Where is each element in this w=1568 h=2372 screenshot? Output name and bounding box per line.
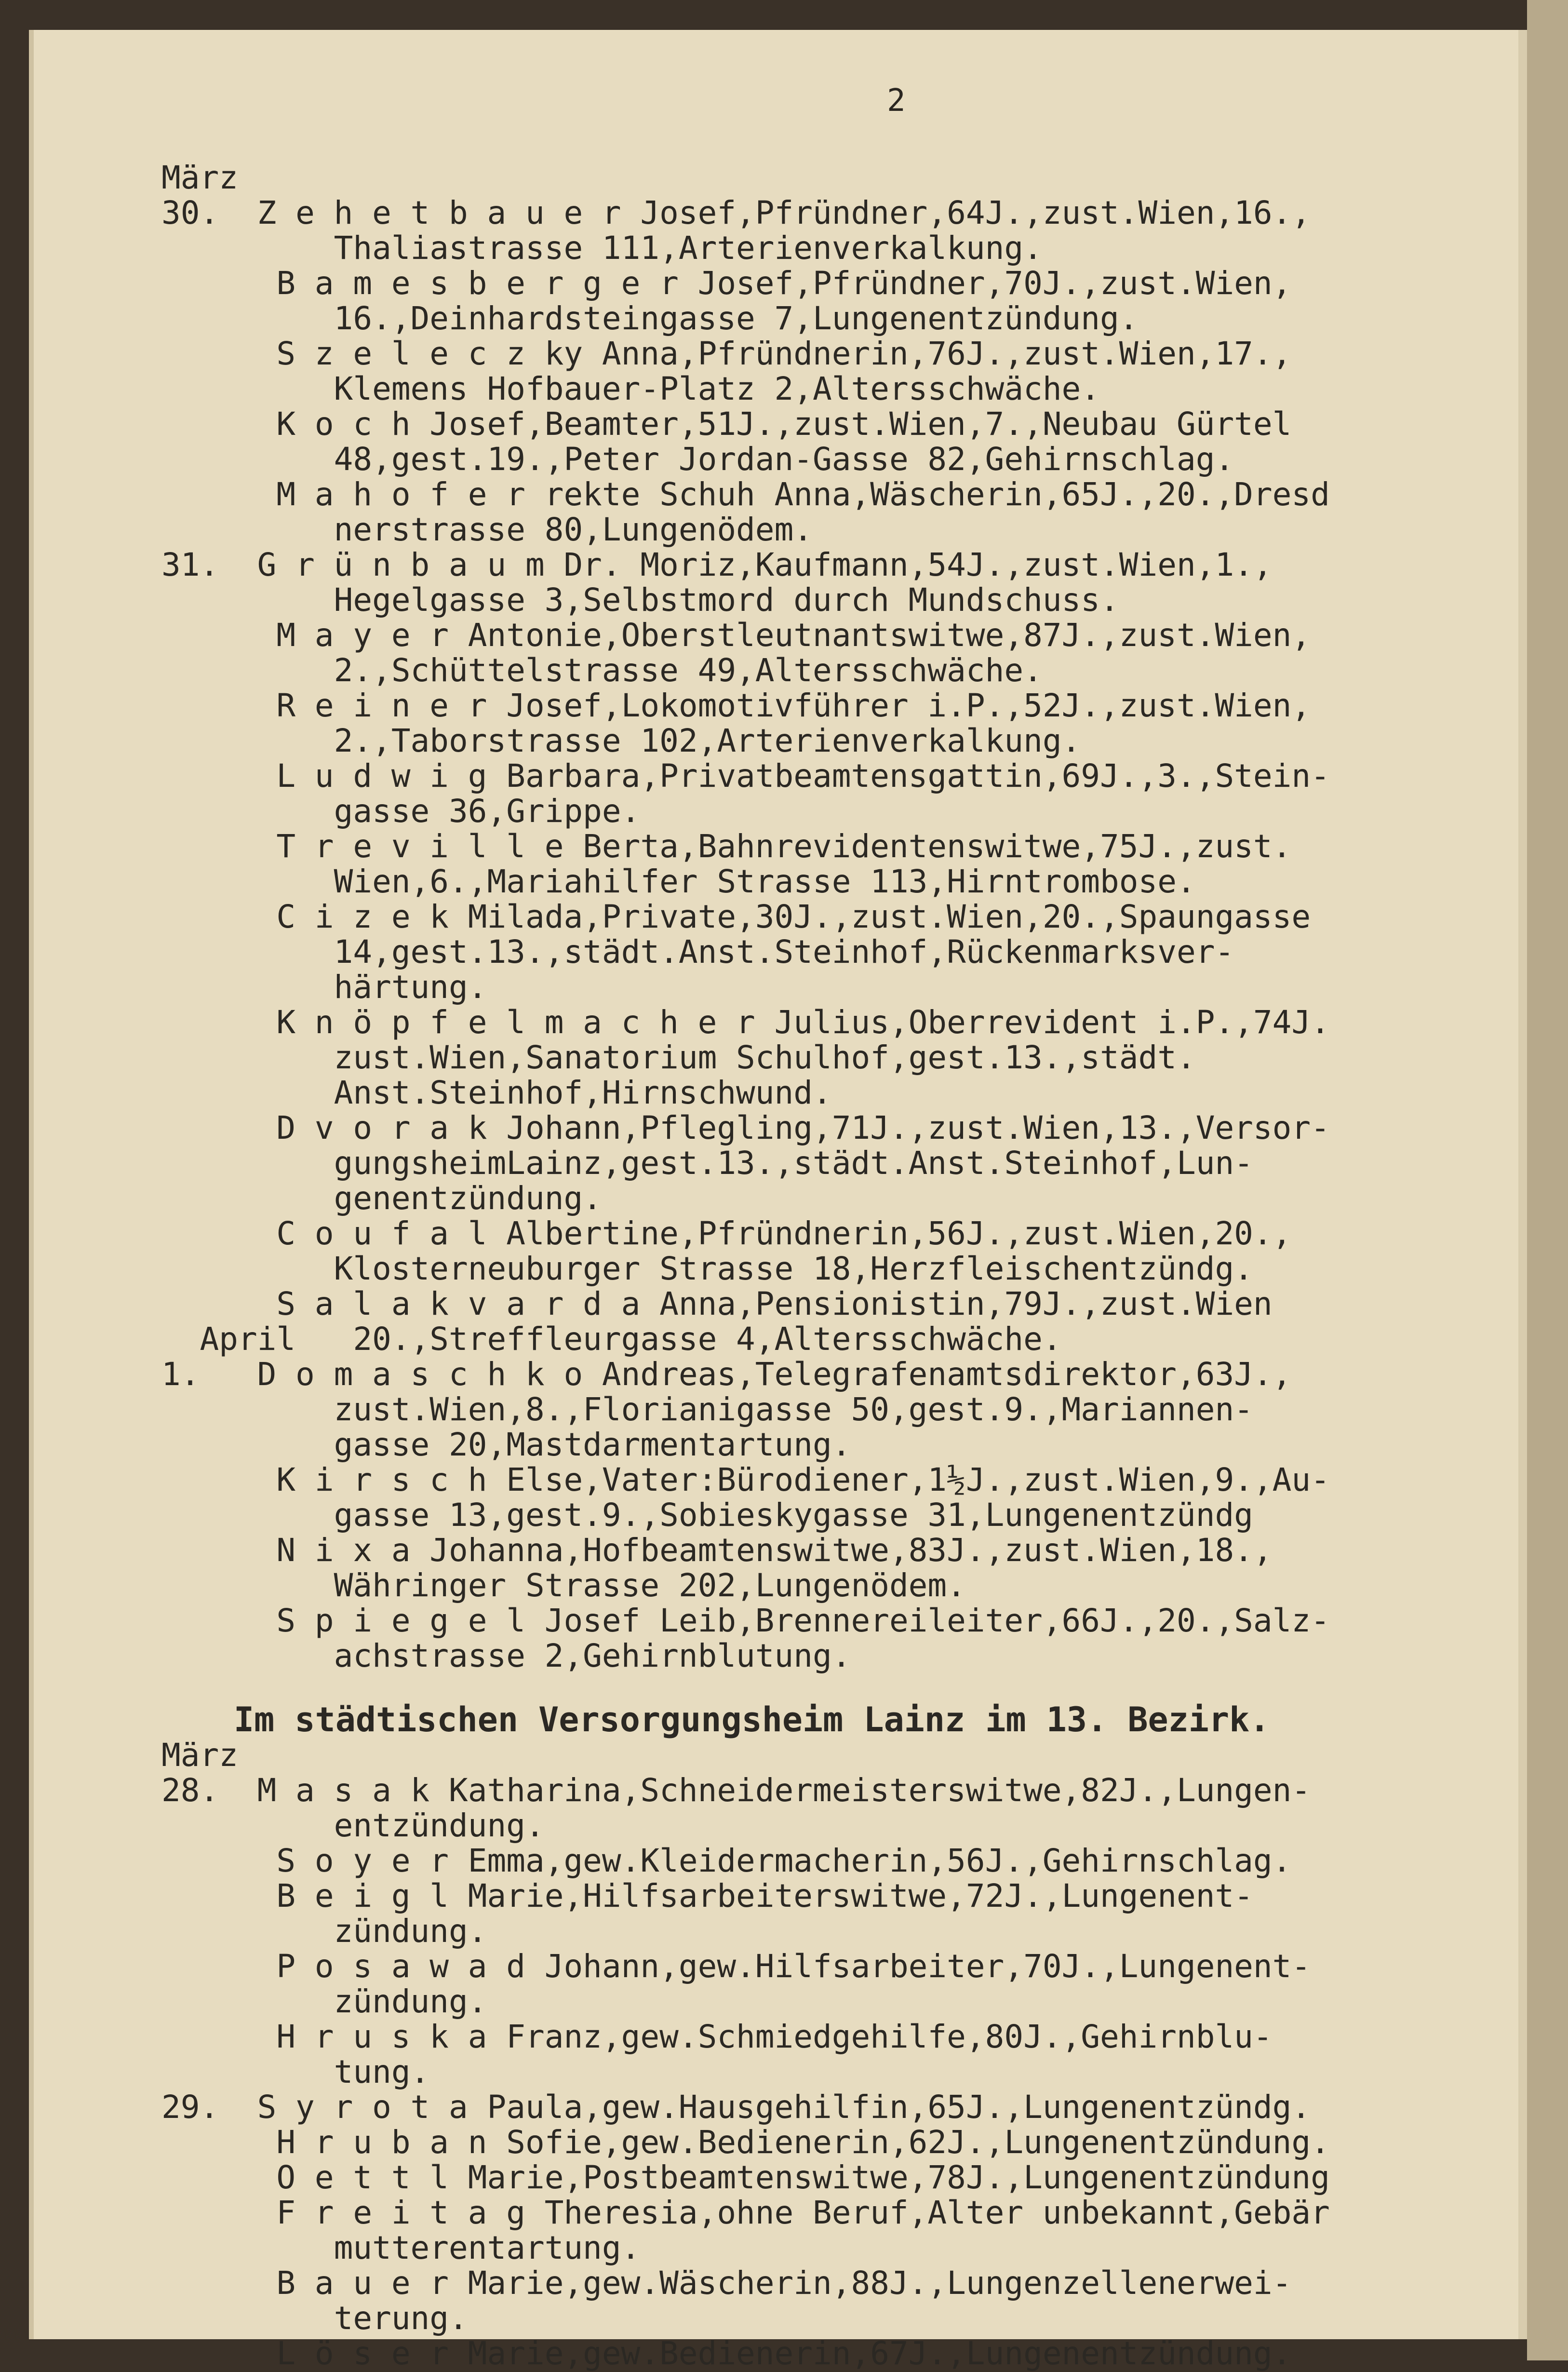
register-line: zust.Wien,Sanatorium Schulhof,gest.13.,städt.: [161, 1039, 1196, 1076]
register-line: R e i n e r Josef,Lokomotivführer i.P.,52J.,zust.Wien,: [161, 687, 1311, 724]
register-line: zündung.: [161, 1983, 487, 2020]
register-line: M a h o f e r rekte Schuh Anna,Wäscherin,65J.,20.,Dresd: [161, 476, 1330, 513]
register-line: S z e l e c z ky Anna,Pfründnerin,76J.,zust.Wien,17.,: [161, 335, 1292, 372]
register-line: H r u s k a Franz,gew.Schmiedgehilfe,80J.,Gehirnblu-: [161, 2018, 1273, 2055]
register-line: Thaliastrasse 111,Arterienverkalkung.: [161, 229, 1043, 267]
register-line: 29. S y r o t a Paula,gew.Hausgehilfin,65J.,Lungenentzündg.: [161, 2089, 1311, 2126]
register-line: B e i g l Marie,Hilfsarbeiterswitwe,72J.,Lungenent-: [161, 1877, 1253, 1914]
register-line: T r e v i l l e Berta,Bahnrevidentenswitwe,75J.,zust.: [161, 828, 1292, 865]
register-line: K n ö p f e l m a c h e r Julius,Oberrevident i.P.,74J.: [161, 1004, 1330, 1041]
register-line: zust.Wien,8.,Florianigasse 50,gest.9.,Mariannen-: [161, 1391, 1253, 1428]
register-line: 2.,Schüttelstrasse 49,Altersschwäche.: [161, 652, 1043, 689]
register-line: härtung.: [161, 969, 487, 1006]
register-line: 30. Z e h e t b a u e r Josef,Pfründner,64J.,zust.Wien,16.,: [161, 194, 1311, 231]
register-line: N i x a Johanna,Hofbeamtenswitwe,83J.,zust.Wien,18.,: [161, 1532, 1273, 1569]
register-line: 14,gest.13.,städt.Anst.Steinhof,Rückenmarksver-: [161, 933, 1234, 970]
register-line: B a m e s b e r g e r Josef,Pfründner,70J.,zust.Wien,: [161, 265, 1292, 302]
register-line: D v o r a k Johann,Pflegling,71J.,zust.Wien,13.,Versor-: [161, 1109, 1330, 1146]
register-line: S o y e r Emma,gew.Kleidermacherin,56J.,Gehirnschlag.: [161, 1842, 1292, 1879]
register-line: M a y e r Antonie,Oberstleutnantswitwe,87J.,zust.Wien,: [161, 617, 1311, 654]
register-line: S p i e g e l Josef Leib,Brennereileiter,66J.,20.,Salz-: [161, 1602, 1330, 1639]
register-line: Klemens Hofbauer-Platz 2,Altersschwäche.: [161, 370, 1100, 407]
register-line: tung.: [161, 2053, 430, 2090]
register-line: gasse 36,Grippe.: [161, 793, 641, 830]
register-line: zündung.: [161, 1913, 487, 1950]
register-line: C i z e k Milada,Private,30J.,zust.Wien,20.,Spaungasse: [161, 898, 1311, 935]
register-line: entzündung.: [161, 1807, 545, 1844]
register-line: März: [161, 159, 238, 196]
document-page: [29, 30, 1533, 2372]
register-line: P o s a w a d Johann,gew.Hilfsarbeiter,70J.,Lungenent-: [161, 1948, 1311, 1985]
register-line: 1. D o m a s c h k o Andreas,Telegrafenamtsdirektor,63J.,: [161, 1356, 1292, 1393]
register-line: achstrasse 2,Gehirnblutung.: [161, 1637, 851, 1674]
register-line: mutterentartung.: [161, 2229, 641, 2266]
register-line: B a u e r Marie,gew.Wäscherin,88J.,Lungenzellenerwei-: [161, 2264, 1292, 2302]
register-line: S a l a k v a r d a Anna,Pensionistin,79J.,zust.Wien: [161, 1285, 1273, 1322]
register-section-2: [161, 1738, 1501, 2371]
register-line: Hegelgasse 3,Selbstmord durch Mundschuss.: [161, 581, 1119, 619]
binding-edge: [1527, 0, 1568, 2360]
register-line: 28. M a s a k Katharina,Schneidermeisterswitwe,82J.,Lungen-: [161, 1772, 1311, 1809]
register-line: 31. G r ü n b a u m Dr. Moriz,Kaufmann,54J.,zust.Wien,1.,: [161, 546, 1273, 583]
register-line: nerstrasse 80,Lungenödem.: [161, 511, 813, 548]
register-line: Anst.Steinhof,Hirnschwund.: [161, 1074, 832, 1111]
register-line: April 20.,Streffleurgasse 4,Altersschwäche.: [161, 1321, 1062, 1358]
register-line: Währinger Strasse 202,Lungenödem.: [161, 1567, 966, 1604]
section-gap: [161, 1673, 1501, 1702]
register-line: Wien,6.,Mariahilfer Strasse 113,Hirntrombose.: [161, 863, 1196, 900]
register-line: F r e i t a g Theresia,ohne Beruf,Alter unbekannt,Gebär: [161, 2194, 1330, 2231]
document-body: [161, 160, 1501, 2371]
register-line: H r u b a n Sofie,gew.Bedienerin,62J.,Lungenentzündung.: [161, 2124, 1330, 2161]
register-line: Klosterneuburger Strasse 18,Herzfleischentzündg.: [161, 1250, 1253, 1287]
register-line: K o c h Josef,Beamter,51J.,zust.Wien,7.,Neubau Gürtel: [161, 405, 1292, 443]
register-line: terung.: [161, 2300, 468, 2337]
register-section-1: [161, 160, 1501, 1673]
register-line: O e t t l Marie,Postbeamtenswitwe,78J.,Lungenentzündung: [161, 2159, 1330, 2196]
page-edge: [1518, 30, 1527, 2339]
register-line: 48,gest.19.,Peter Jordan-Gasse 82,Gehirnschlag.: [161, 441, 1234, 478]
register-line: gasse 13,gest.9.,Sobieskygasse 31,Lungenentzündg: [161, 1496, 1253, 1534]
page-number: 2: [887, 83, 906, 119]
register-line: genentzündung.: [161, 1180, 602, 1217]
register-line: 2.,Taborstrasse 102,Arterienverkalkung.: [161, 722, 1081, 759]
register-line: 16.,Deinhardsteingasse 7,Lungenentzündung.: [161, 300, 1139, 337]
register-line: L u d w i g Barbara,Privatbeamtensgattin,69J.,3.,Stein-: [161, 757, 1330, 795]
register-line: L ö s e r Marie,gew.Bedienerin,67J.,Lungenentzündung.: [161, 2335, 1292, 2372]
register-line: März: [161, 1737, 238, 1774]
register-line: C o u f a l Albertine,Pfründnerin,56J.,zust.Wien,20.,: [161, 1215, 1292, 1252]
register-line: gasse 20,Mastdarmentartung.: [161, 1426, 851, 1463]
register-line: gungsheimLainz,gest.13.,städt.Anst.Steinhof,Lun-: [161, 1145, 1253, 1182]
section-heading: Im städtischen Versorgungsheim Lainz im 13. Bezirk.: [234, 1700, 1270, 1739]
register-line: K i r s c h Else,Vater:Bürodiener,1½J.,zust.Wien,9.,Au-: [161, 1461, 1330, 1498]
